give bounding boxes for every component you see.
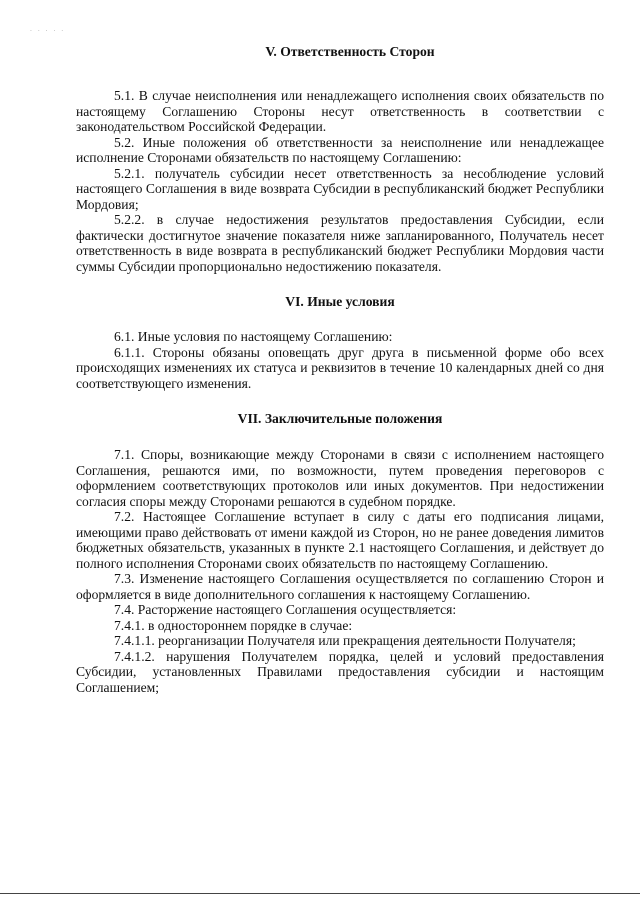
paragraph-5-2-1: 5.2.1. получатель субсидии несет ответственность за несоблюдение условий настоящего Соглашения в виде возврата Субсидии в республиканский бюджет Республики Мордовия; <box>76 165 604 212</box>
section-vii-heading: VII. Заключительные положения <box>237 411 443 426</box>
paragraph-7-4-1: 7.4.1. в одностороннем порядке в случае: <box>114 617 353 633</box>
paragraph-7-4-1-2: 7.4.1.2. нарушения Получателем порядка, целей и условий предоставления Субсидии, установленных Правилами предоставления субсидии и настоящим Соглашением; <box>76 648 604 695</box>
section-vi-heading: VI. Иные условия <box>285 294 395 309</box>
document-body <box>76 44 604 695</box>
paragraph-7-4-1-1: 7.4.1.1. реорганизации Получателя или прекращения деятельности Получателя; <box>114 633 576 648</box>
paragraph-6-1: 6.1. Иные условия по настоящему Соглашению: <box>114 329 393 344</box>
paragraph-7-1: 7.1. Споры, возникающие между Сторонами в связи с исполнением настоящего Соглашения, решаются ими, по возможности, путем проведения переговоров с оформлением соответствующих протоколов или иных документов. При недостижении согласия споры между Сторонами решаются в судебном порядке. <box>76 447 604 509</box>
page-bottom-edge <box>0 893 640 894</box>
section-v-heading: V. Ответственность Сторон <box>265 44 435 59</box>
paragraph-6-1-1: 6.1.1. Стороны обязаны оповещать друг друга в письменной форме обо всех происходящих изменениях их статуса и реквизитов в течение 10 календарных дней со дня соответствующего изменения. <box>76 344 604 391</box>
paragraph-7-4: 7.4. Расторжение настоящего Соглашения осуществляется: <box>114 602 457 617</box>
paragraph-5-2: 5.2. Иные положения об ответственности за неисполнение или ненадлежащее исполнение Сторонами обязательств по настоящему Соглашению: <box>76 134 604 165</box>
paragraph-5-1: 5.1. В случае неисполнения или ненадлежащего исполнения своих обязательств по настоящему Соглашению Стороны несут ответственность в соответствии с законодательством Российской Федерации. <box>76 88 604 134</box>
paragraph-7-3: 7.3. Изменение настоящего Соглашения осуществляется по соглашению Сторон и оформляется в виде дополнительного соглашения к настоящему Соглашению. <box>76 571 604 602</box>
paragraph-7-2: 7.2. Настоящее Соглашение вступает в силу с даты его подписания лицами, имеющими право действовать от имени каждой из Сторон, но не ранее доведения лимитов бюджетных обязательств, указанных в пункте 2.1 настоящего Соглашения, и действует до полного исполнения Сторонами своих обязательств по настоящему Соглашению. <box>76 509 604 571</box>
scan-artifact: · · · · · <box>30 28 66 35</box>
paragraph-5-2-2: 5.2.2. в случае недостижения результатов предоставления Субсидии, если фактически достигнутое значение показателя ниже запланированного, Получатель несет ответственность в виде возврата в республиканский бюджет Республики Мордовия части суммы Субсидии пропорционально недостижению показателя. <box>76 212 604 274</box>
